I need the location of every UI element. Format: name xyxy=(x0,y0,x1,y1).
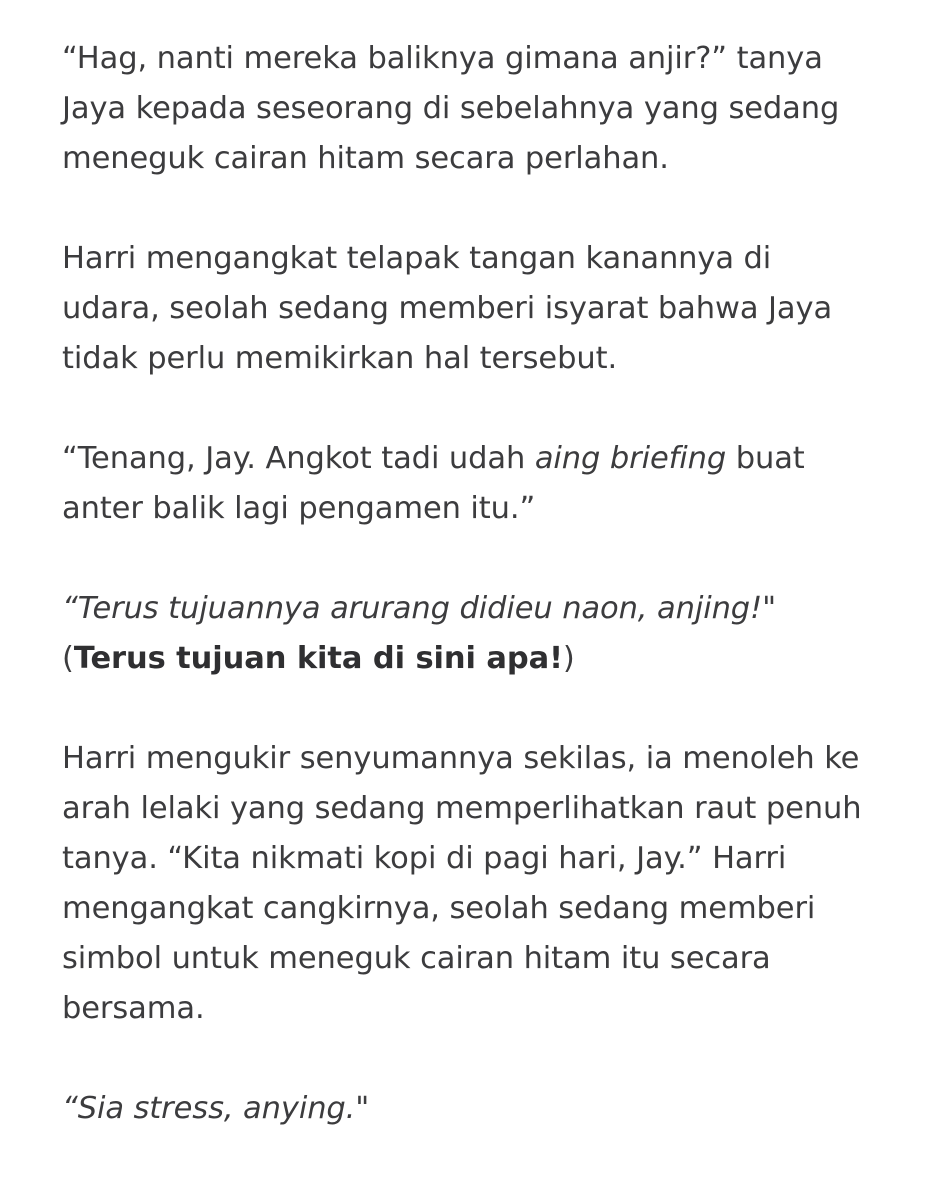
text-line xyxy=(62,884,902,934)
text-segment: buat xyxy=(726,441,805,476)
italic-text: aing briefing xyxy=(534,441,727,476)
text-segment: meneguk cairan hitam secara perlahan. xyxy=(62,141,669,176)
text-segment: Harri mengukir senyumannya sekilas, ia menoleh ke xyxy=(62,741,860,776)
text-line xyxy=(62,584,902,634)
story-text xyxy=(62,34,902,1184)
text-segment: udara, seolah sedang memberi isyarat bahwa Jaya xyxy=(62,291,833,326)
text-line xyxy=(62,84,902,134)
text-segment: tanya. “Kita nikmati kopi di pagi hari, Jay.” Harri xyxy=(62,841,787,876)
text-line xyxy=(62,734,902,784)
text-segment: anter balik lagi pengamen itu.” xyxy=(62,491,536,526)
text-segment: “Hag, nanti mereka baliknya gimana anjir?” tanya xyxy=(62,41,823,76)
bold-text: Terus tujuan kita di sini apa! xyxy=(73,641,563,676)
text-segment: Harri mengangkat telapak tangan kanannya di xyxy=(62,241,772,276)
text-segment: “Tenang, Jay. Angkot tadi udah xyxy=(62,441,535,476)
paragraph xyxy=(62,34,902,184)
text-segment: ) xyxy=(562,641,575,676)
text-segment: simbol untuk meneguk cairan hitam itu secara xyxy=(62,941,771,976)
text-line xyxy=(62,784,902,834)
text-line xyxy=(62,334,902,384)
text-segment: bersama. xyxy=(62,991,205,1026)
paragraph xyxy=(62,234,902,384)
text-line xyxy=(62,984,902,1034)
text-line xyxy=(62,634,902,684)
text-line xyxy=(62,834,902,884)
text-line xyxy=(62,484,902,534)
paragraph xyxy=(62,434,902,534)
text-line xyxy=(62,1084,902,1134)
text-segment: mengangkat cangkirnya, seolah sedang memberi xyxy=(62,891,816,926)
text-segment: arah lelaki yang sedang memperlihatkan raut penuh xyxy=(62,791,862,826)
italic-text: “Sia stress, anying." xyxy=(62,1091,370,1126)
paragraph xyxy=(62,734,902,1034)
text-line xyxy=(62,434,902,484)
paragraph xyxy=(62,1084,902,1134)
text-segment: Jaya kepada seseorang di sebelahnya yang sedang xyxy=(62,91,840,126)
text-line xyxy=(62,934,902,984)
text-segment: tidak perlu memikirkan hal tersebut. xyxy=(62,341,618,376)
text-line xyxy=(62,234,902,284)
text-line xyxy=(62,134,902,184)
paragraph xyxy=(62,584,902,684)
text-segment: ( xyxy=(62,641,74,676)
text-line xyxy=(62,284,902,334)
italic-text: “Terus tujuannya arurang didieu naon, anjing!" xyxy=(62,591,777,626)
text-line xyxy=(62,34,902,84)
